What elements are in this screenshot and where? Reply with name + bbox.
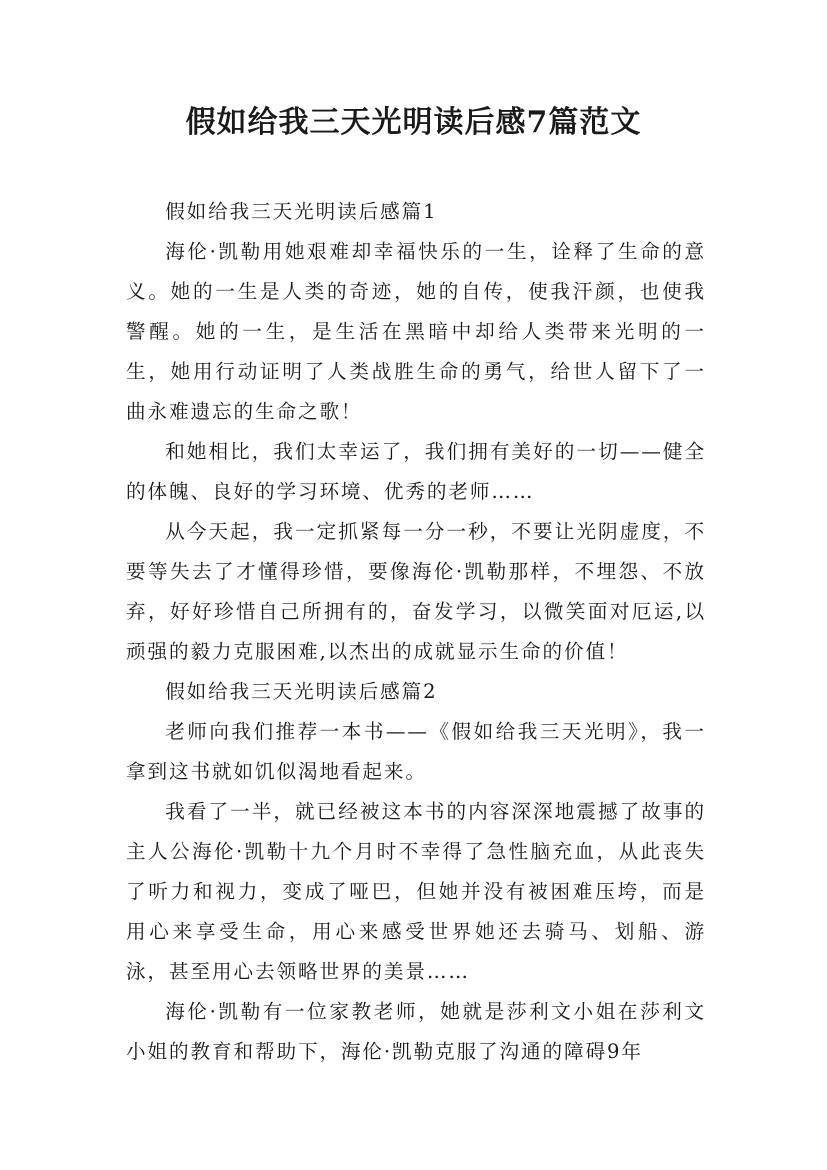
paragraph: 老师向我们推荐一本书——《假如给我三天光明》，我一拿到这书就如饥似渴地看起来。 bbox=[126, 720, 706, 783]
paragraph: 海伦·凯勒用她艰难却幸福快乐的一生，诠释了生命的意义。她的一生是人类的奇迹，她的自传，使我汗颜，也使我警醒。她的一生，是生活在黑暗中却给人类带来光明的一生，她用行动证明了人类战胜生命的勇气，给世人留下了一曲永难遗忘的生命之歌！ bbox=[126, 240, 706, 423]
section-heading-1: 假如给我三天光明读后感篇1 bbox=[165, 200, 438, 223]
paragraph: 从今天起，我一定抓紧每一分一秒，不要让光阴虚度，不要等失去了才懂得珍惜，要像海伦·凯勒那样，不埋怨、不放弃，好好珍惜自己所拥有的，奋发学习，以微笑面对厄运,以顽强的毅力克服困难,以杰出的成就显示生命的价值！ bbox=[126, 520, 706, 663]
document-body bbox=[126, 192, 706, 1072]
paragraph: 我看了一半，就已经被这本书的内容深深地震撼了故事的主人公海伦·凯勒十九个月时不幸得了急性脑充血，从此丧失了听力和视力，变成了哑巴，但她并没有被困难压垮，而是用心来享受生命，用心来感受世界她还去骑马、划船、游泳，甚至用心去领略世界的美景…… bbox=[126, 800, 706, 983]
paragraph: 和她相比，我们太幸运了，我们拥有美好的一切——健全的体魄、良好的学习环境、优秀的老师…… bbox=[126, 440, 706, 503]
paragraph: 海伦·凯勒有一位家教老师，她就是莎利文小姐在莎利文小姐的教育和帮助下，海伦·凯勒克服了沟通的障碍9年 bbox=[126, 1000, 706, 1063]
document-title: 假如给我三天光明读后感7篇范文 bbox=[185, 105, 642, 140]
section-heading-2: 假如给我三天光明读后感篇2 bbox=[165, 680, 438, 703]
